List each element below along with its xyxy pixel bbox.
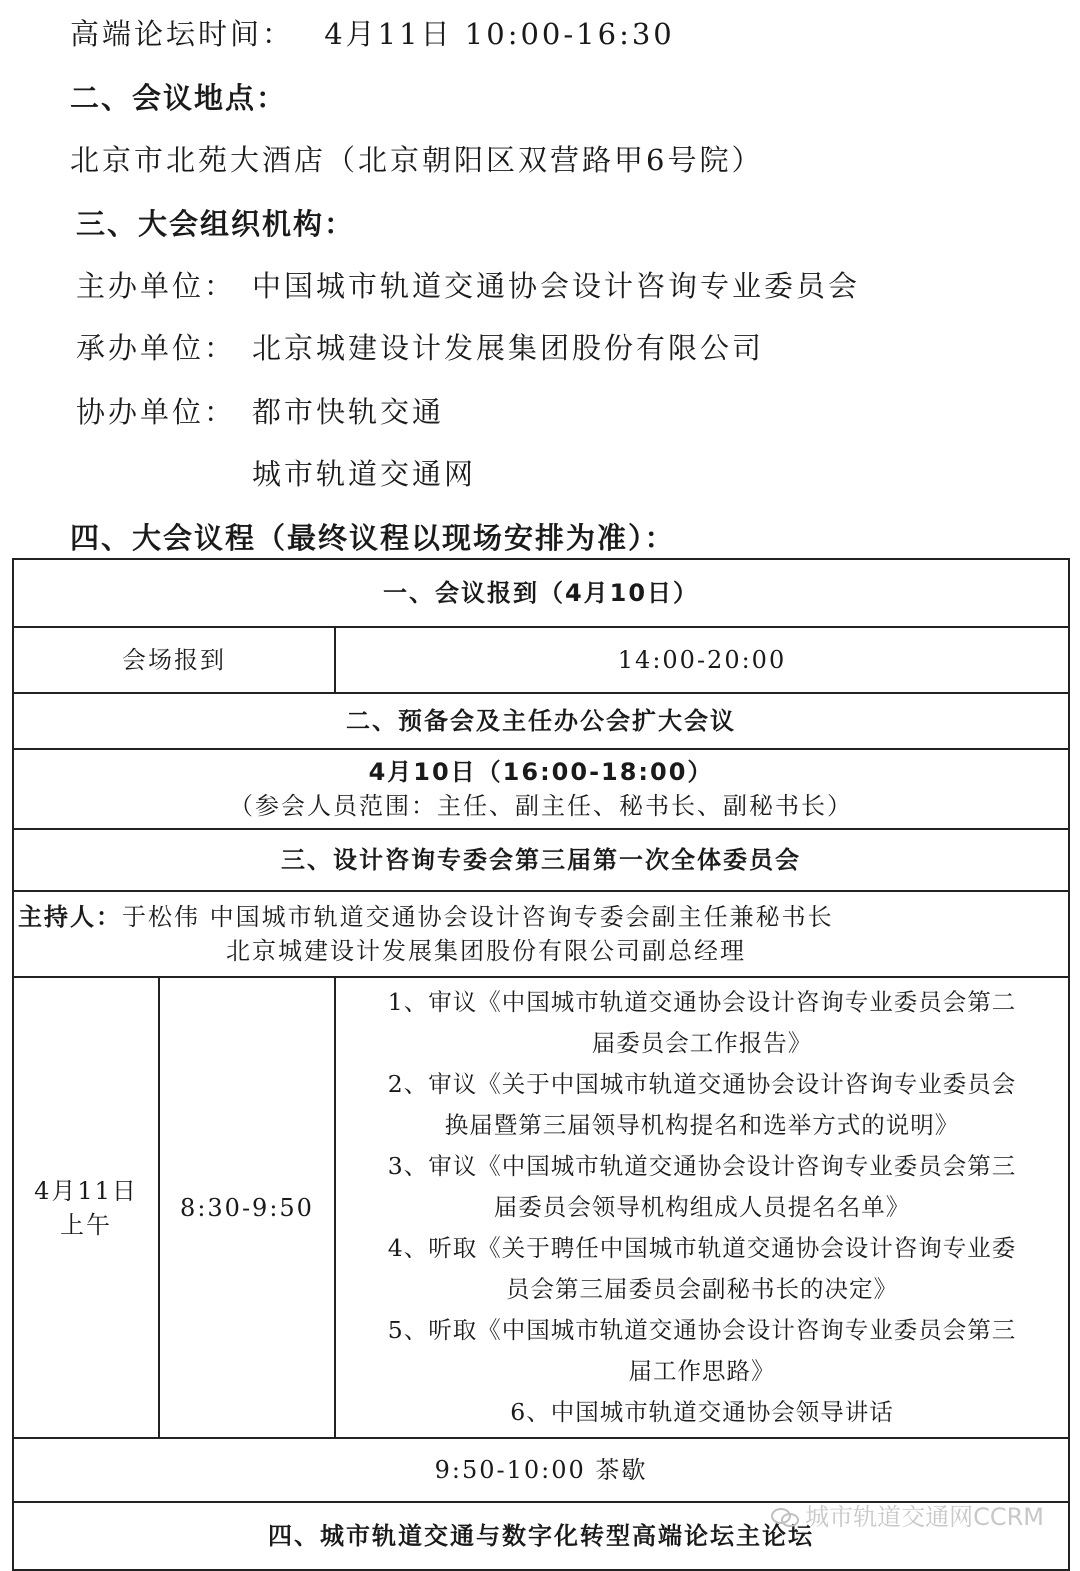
co-org-1: 都市快轨交通	[252, 395, 445, 429]
checkin-label: 会场报到	[13, 627, 335, 693]
checkin-time: 14:00-20:00	[335, 627, 1069, 693]
host-name: 于松伟 中国城市轨道交通协会设计咨询专委会副主任兼秘书长	[122, 903, 834, 931]
list-item: 届工作思路》	[628, 1357, 776, 1385]
list-item: 1、审议《中国城市轨道交通协会设计咨询专业委员会第二	[387, 988, 1017, 1016]
forum-time-label: 高端论坛时间：	[70, 17, 295, 51]
list-item: 6、中国城市轨道交通协会领导讲话	[510, 1398, 894, 1426]
watermark-text: 城市轨道交通网CCRM	[805, 1503, 1044, 1531]
section-2-detail	[13, 749, 1069, 829]
session-items	[335, 977, 1069, 1438]
tea-break: 9:50-10:00 茶歇	[13, 1438, 1069, 1502]
list-item: 3、审议《中国城市轨道交通协会设计咨询专业委员会第三	[387, 1152, 1017, 1180]
wechat-icon	[771, 1508, 799, 1528]
agenda-table	[12, 558, 1070, 1571]
list-item: 换届暨第三届领导机构提名和选举方式的说明》	[444, 1111, 960, 1139]
section-2-date: 4月10日（16:00-18:00）	[368, 758, 714, 786]
section-4-title: 四、城市轨道交通与数字化转型高端论坛主论坛	[13, 1502, 1069, 1570]
host-cell	[13, 891, 1069, 977]
table-row	[13, 559, 1069, 627]
venue-heading: 二、会议地点：	[70, 81, 288, 115]
section-3-title: 三、设计咨询专委会第三届第一次全体委员会	[13, 829, 1069, 891]
table-row	[13, 829, 1069, 891]
session-day-part: 上午	[60, 1210, 112, 1239]
list-item: 4、听取《关于聘任中国城市轨道交通协会设计咨询专业委	[387, 1234, 1017, 1262]
list-item: 2、审议《关于中国城市轨道交通协会设计咨询专业委员会	[387, 1070, 1017, 1098]
section-2-title: 二、预备会及主任办公会扩大会议	[13, 693, 1069, 749]
host-line-1	[18, 900, 1064, 934]
forum-time	[70, 16, 675, 52]
host-label: 主持人：	[18, 903, 122, 931]
watermark	[771, 1497, 1044, 1532]
forum-time-value: 4月11日 10:00-16:30	[324, 17, 675, 51]
table-row	[13, 891, 1069, 977]
table-row	[13, 1438, 1069, 1502]
co-org-label: 协办单位：	[76, 395, 237, 429]
list-item: 届委员会工作报告》	[591, 1029, 813, 1057]
table-row	[13, 749, 1069, 829]
section-2-scope: （参会人员范围：主任、副主任、秘书长、副秘书长）	[229, 792, 853, 820]
list-item: 届委员会领导机构组成人员提名名单》	[493, 1193, 911, 1221]
session-day	[13, 977, 159, 1438]
host-org: 中国城市轨道交通协会设计咨询专业委员会	[252, 269, 861, 303]
co-org-2: 城市轨道交通网	[252, 457, 477, 491]
agenda-heading: 四、大会议程（最终议程以现场安排为准）：	[70, 521, 676, 555]
session-date: 4月11日	[34, 1176, 138, 1205]
table-row	[13, 977, 1069, 1438]
venue-address: 北京市北苑大酒店（北京朝阳区双营路甲6号院）	[70, 143, 764, 177]
list-item: 5、听取《中国城市轨道交通协会设计咨询专业委员会第三	[387, 1316, 1017, 1344]
undertaker-org: 北京城建设计发展集团股份有限公司	[252, 331, 765, 365]
host-line-2: 北京城建设计发展集团股份有限公司副总经理	[226, 937, 746, 965]
table-row	[13, 693, 1069, 749]
section-1-title: 一、会议报到（4月10日）	[13, 559, 1069, 627]
undertaker-label: 承办单位：	[76, 331, 237, 365]
host-org-label: 主办单位：	[76, 269, 237, 303]
table-row	[13, 627, 1069, 693]
organizers-heading: 三、大会组织机构：	[76, 207, 356, 241]
session-time: 8:30-9:50	[159, 977, 335, 1438]
list-item: 员会第三届委员会副秘书长的决定》	[506, 1275, 898, 1303]
